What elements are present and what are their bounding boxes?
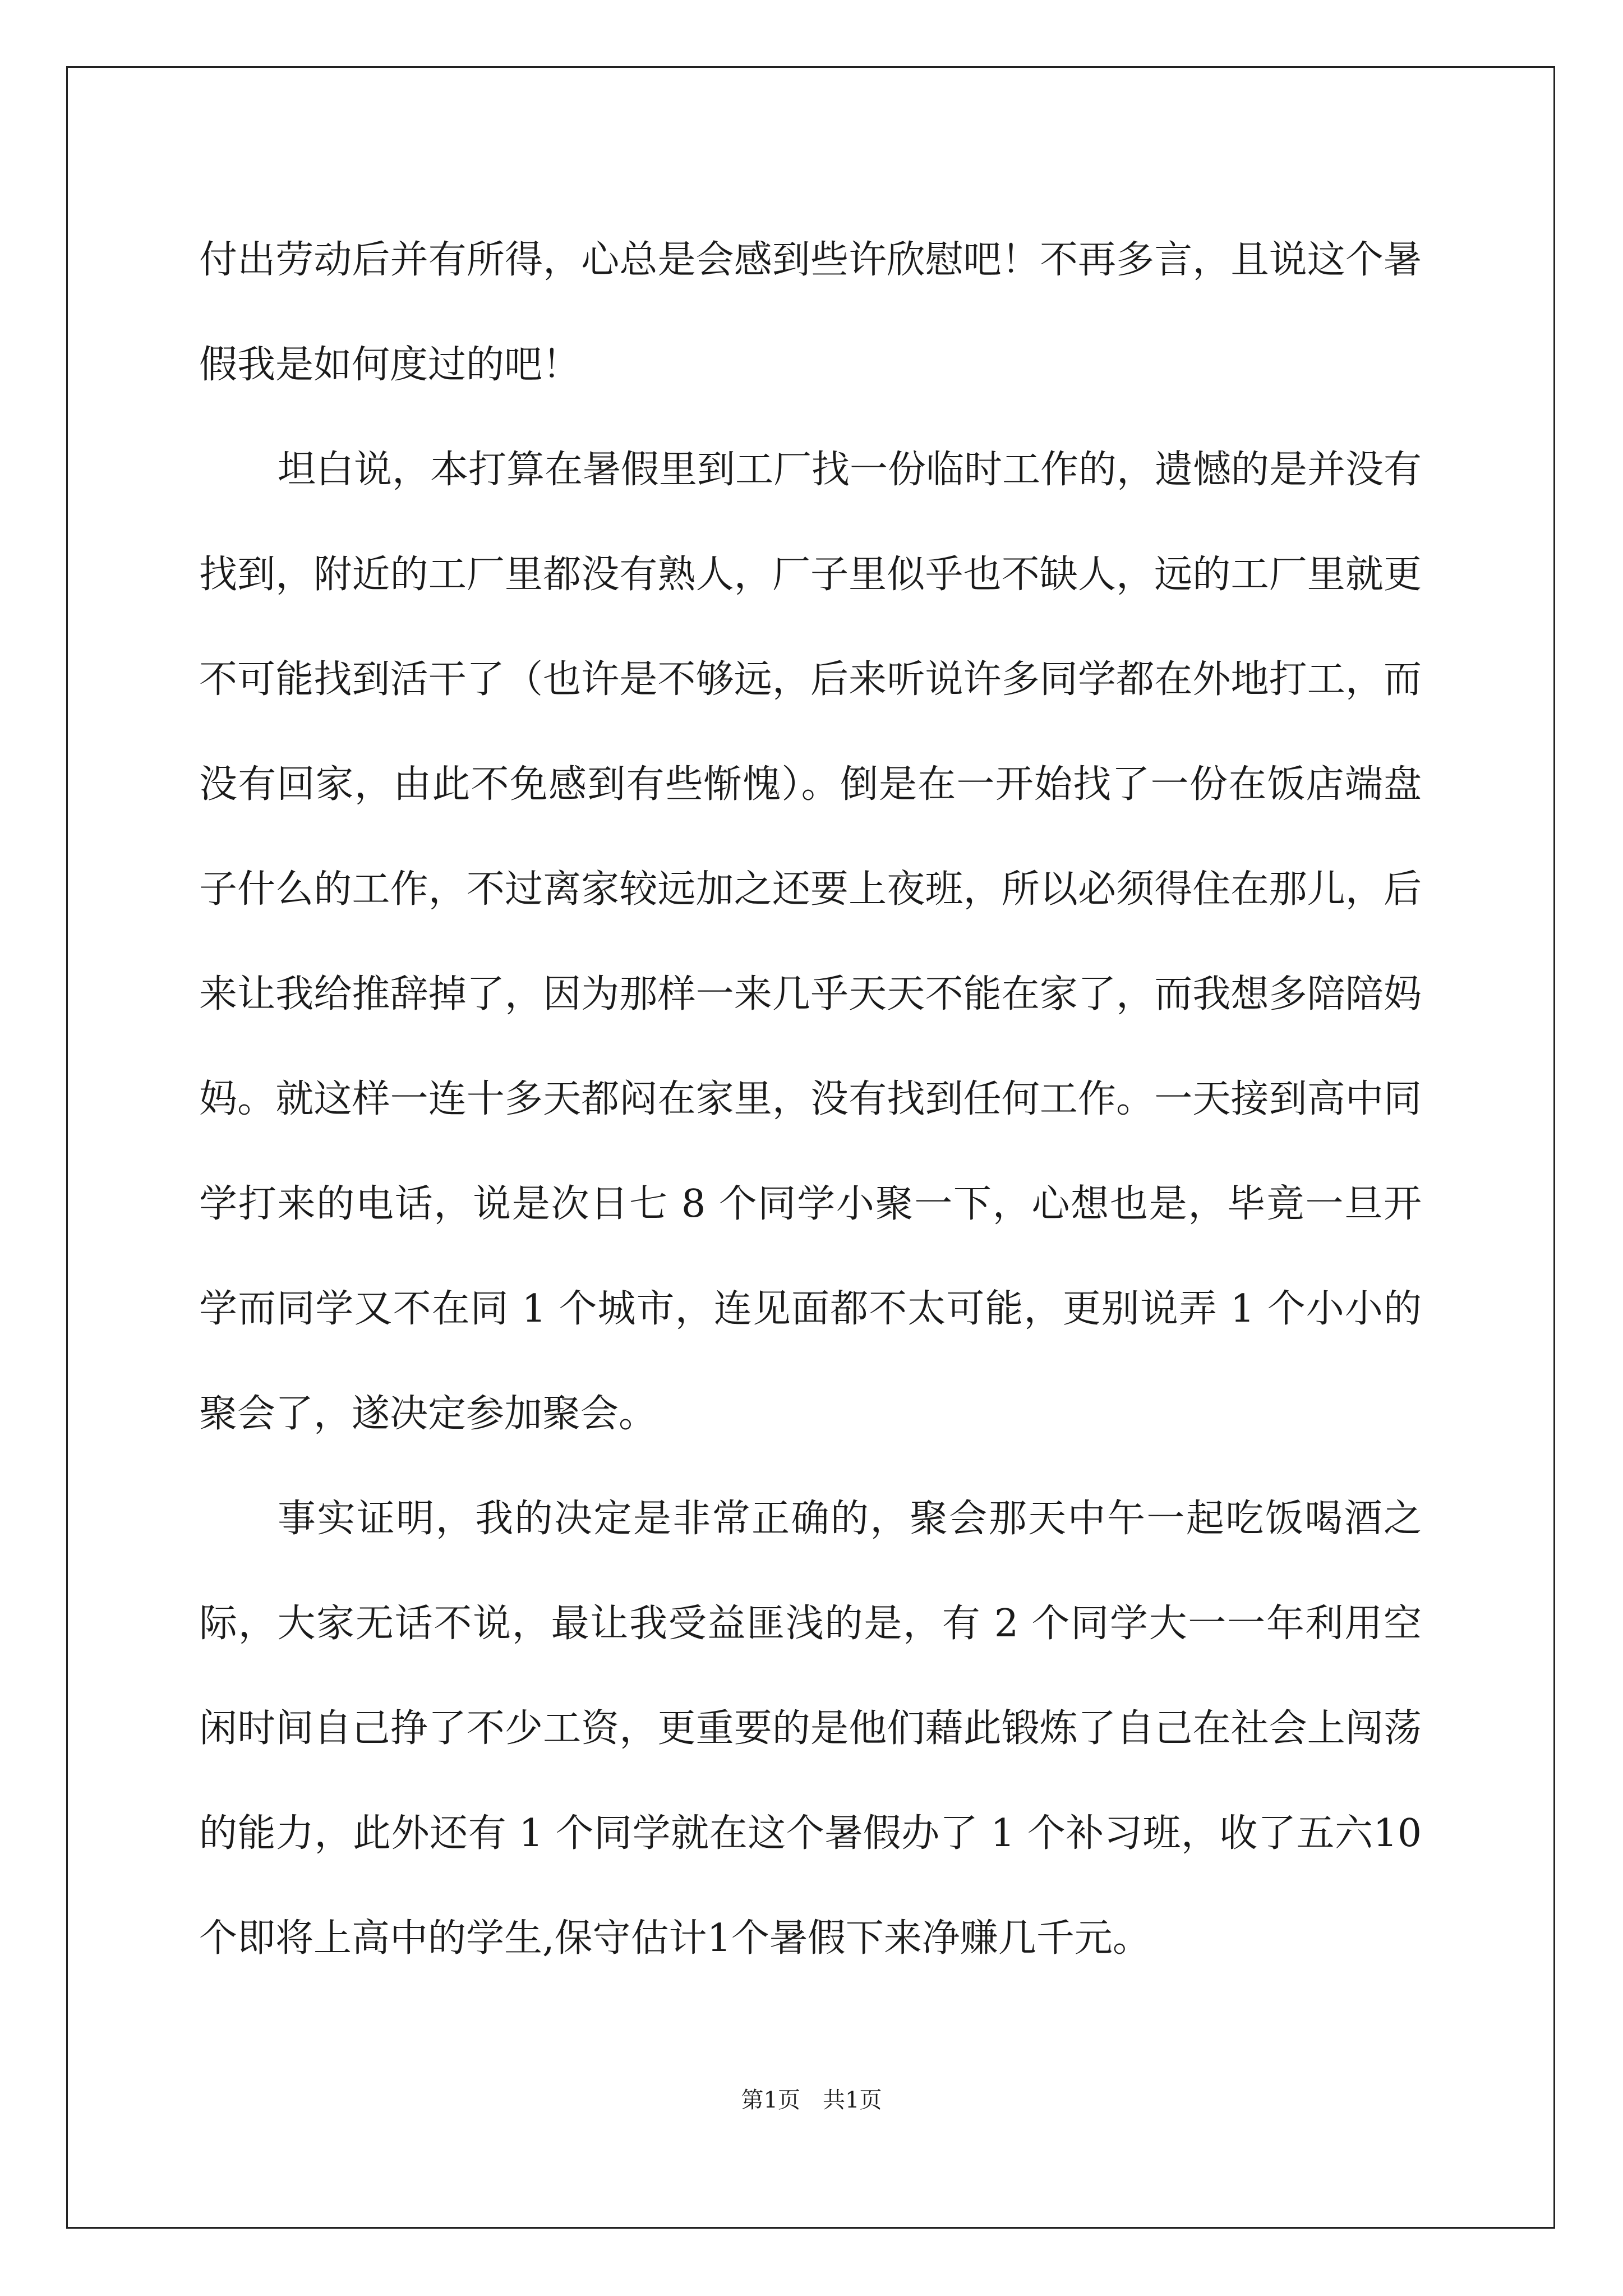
paragraph-1: 付出劳动后并有所得，心总是会感到些许欣慰吧！不再多言，且说这个暑假我是如何度过的吧！ [199, 238, 1422, 387]
paragraph-3: 事实证明，我的决定是非常正确的，聚会那天中午一起吃饭喝酒之际，大家无话不说，最让我受益匪浅的是，有 2 个同学大一一年利用空闲时间自己挣了不少工资，更重要的是他们藉此锻炼了自己在社会上闯荡的能力，此外还有 1 个同学就在这个暑假办了 1 个补习班，收了五六10个即将上高中的学生,保守估计1个暑假下来净赚几千元。 [199, 1497, 1422, 1961]
paragraph-2: 坦白说，本打算在暑假里到工厂找一份临时工作的，遗憾的是并没有找到，附近的工厂里都没有熟人，厂子里似乎也不缺人，远的工厂里就更不可能找到活干了（也许是不够远，后来听说许多同学都在外地打工，而没有回家，由此不免感到有些惭愧）。倒是在一开始找了一份在饭店端盘子什么的工作，不过离家较远加之还要上夜班，所以必须得住在那儿，后来让我给推辞掉了，因为那样一来几乎天天不能在家了，而我想多陪陪妈妈。就这样一连十多天都闷在家里，没有找到任何工作。一天接到高中同学打来的电话，说是次日七 8 个同学小聚一下，心想也是，毕竟一旦开学而同学又不在同 1 个城市，连见面都不太可能，更别说弄 1 个小小的聚会了，遂决定参加聚会。 [199, 448, 1422, 1436]
document-body [199, 208, 1422, 1991]
page-footer: 第1页 共1页 [741, 2087, 882, 2113]
